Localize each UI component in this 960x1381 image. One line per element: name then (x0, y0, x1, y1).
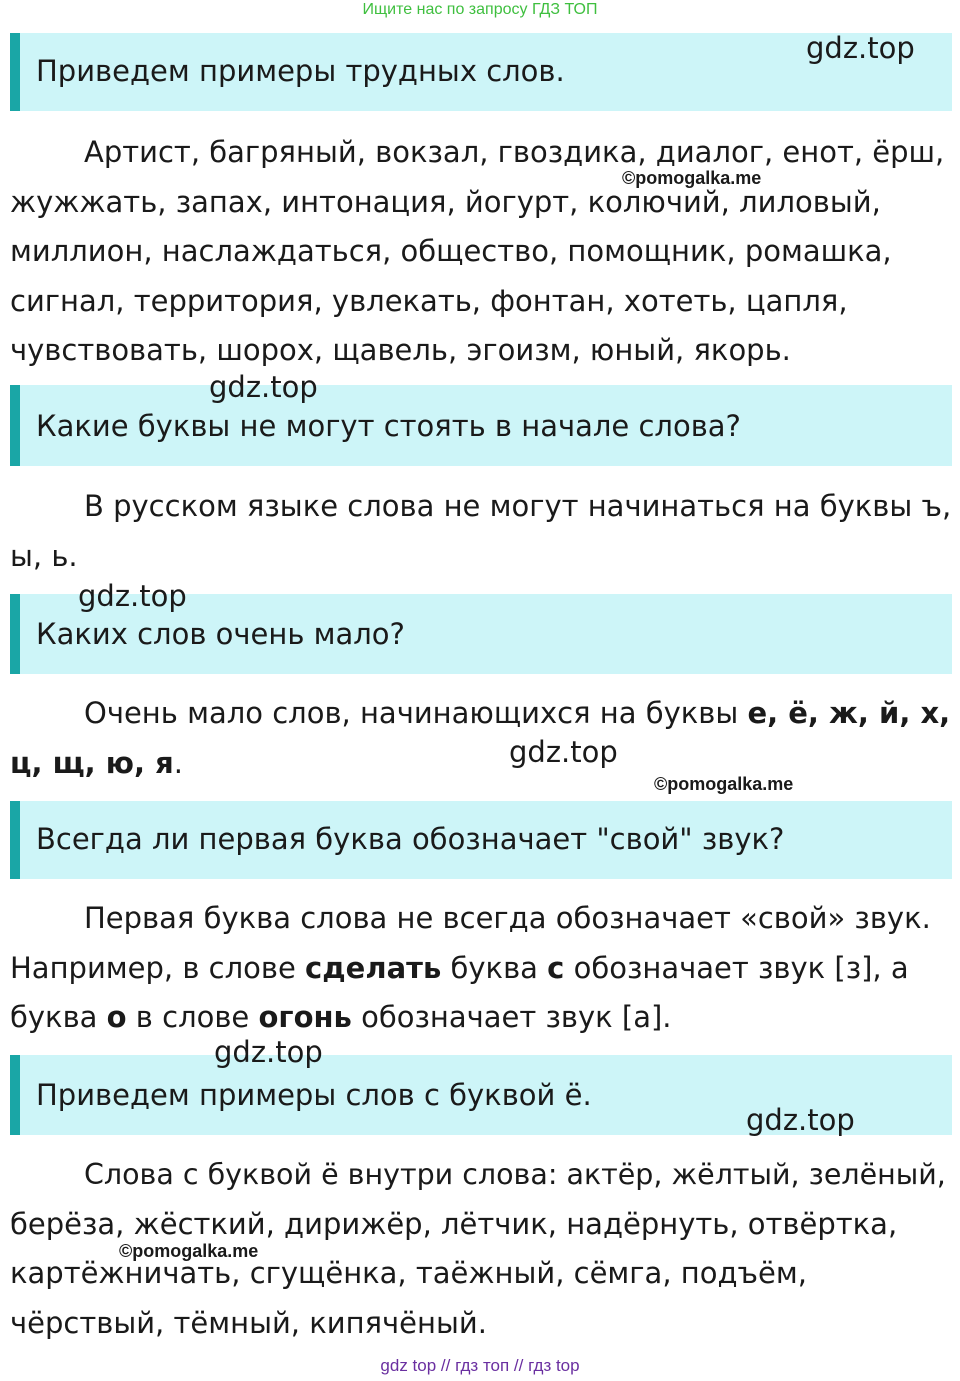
watermark-gdz: gdz.top (509, 735, 618, 769)
question-2: Какие буквы не могут стоять в начале слова? (36, 409, 741, 443)
question-4: Всегда ли первая буква обозначает "свой" звук? (36, 822, 785, 856)
answer-1-line: чувствовать, шорох, щавель, эгоизм, юный, якорь. (10, 333, 791, 367)
watermark-pomogalka: ©pomogalka.me (622, 168, 762, 188)
watermark-pomogalka: ©pomogalka.me (119, 1241, 259, 1261)
answer-5-line: чёрствый, тёмный, кипячёный. (10, 1305, 487, 1340)
answer-3-letters: е, ё, ж, й, х, (747, 696, 951, 730)
question-box-2 (10, 385, 952, 466)
answer-2-line: ы, ь. (10, 538, 78, 573)
watermark-gdz: gdz.top (214, 1035, 323, 1069)
answer-5-line: берёза, жёсткий, дирижёр, лётчик, надёрнуть, отвёртка, (10, 1206, 898, 1241)
answer-3 (10, 689, 955, 788)
answer-5-line: Слова с буквой ё внутри слова: актёр, жёлтый, зелёный, (84, 1158, 946, 1191)
answer-4-text: обозначает звук [з], а (564, 950, 909, 985)
answer-3-letters: ц, щ, ю, я (10, 745, 174, 780)
footer-links: gdz top // гдз топ // гдз top (380, 1356, 580, 1375)
answer-1 (10, 128, 955, 376)
answer-1-line: Артист, багряный, вокзал, гвоздика, диалог, енот, ёрш, (84, 135, 945, 169)
watermark-gdz: gdz.top (78, 579, 187, 613)
answer-4-letter: о (106, 1000, 127, 1034)
answer-4-word: огонь (258, 1000, 352, 1034)
answer-3-text: Очень мало слов, начинающихся на буквы (84, 696, 748, 730)
answer-4-text: обозначает звук [а]. (351, 1000, 672, 1034)
answer-4-line (10, 993, 955, 1043)
answer-4-line: Первая буква слова не всегда обозначает «свой» звук. (84, 901, 931, 935)
answer-3-line (10, 689, 955, 739)
answer-1-line: сигнал, территория, увлекать, фонтан, хотеть, цапля, (10, 283, 848, 318)
answer-1-line: жужжать, запах, интонация, йогурт, колючий, лиловый, (10, 184, 881, 219)
question-box-4 (10, 801, 952, 879)
answer-4-text: Например, в слове (10, 950, 306, 985)
answer-4-line (10, 944, 955, 994)
question-1: Приведем примеры трудных слов. (36, 54, 565, 88)
question-3: Каких слов очень мало? (36, 617, 405, 651)
answer-4 (10, 894, 955, 1043)
watermark-gdz: gdz.top (209, 370, 318, 404)
answer-4-text: буква (10, 1000, 107, 1034)
answer-3-line (10, 739, 955, 789)
answer-4-letter: с (547, 950, 565, 985)
answer-3-text: . (173, 745, 183, 780)
watermark-pomogalka: ©pomogalka.me (654, 774, 794, 794)
answer-4-text: в слове (126, 1000, 259, 1034)
watermark-gdz: gdz.top (746, 1103, 855, 1137)
answer-2 (10, 482, 955, 581)
answer-4-word: сделать (305, 950, 442, 985)
answer-1-line: миллион, наслаждаться, общество, помощник, ромашка, (10, 234, 892, 268)
answer-5-line: картёжничать, сгущёнка, таёжный, сёмга, подъём, (10, 1256, 807, 1290)
question-5: Приведем примеры слов с буквой ё. (36, 1078, 592, 1112)
answer-2-line: В русском языке слова не могут начинаться на буквы ъ, (84, 489, 952, 523)
top-banner: Ищите нас по запросу ГДЗ ТОП (362, 1, 598, 18)
answer-4-text: буква (441, 950, 548, 985)
watermark-gdz: gdz.top (806, 31, 915, 65)
